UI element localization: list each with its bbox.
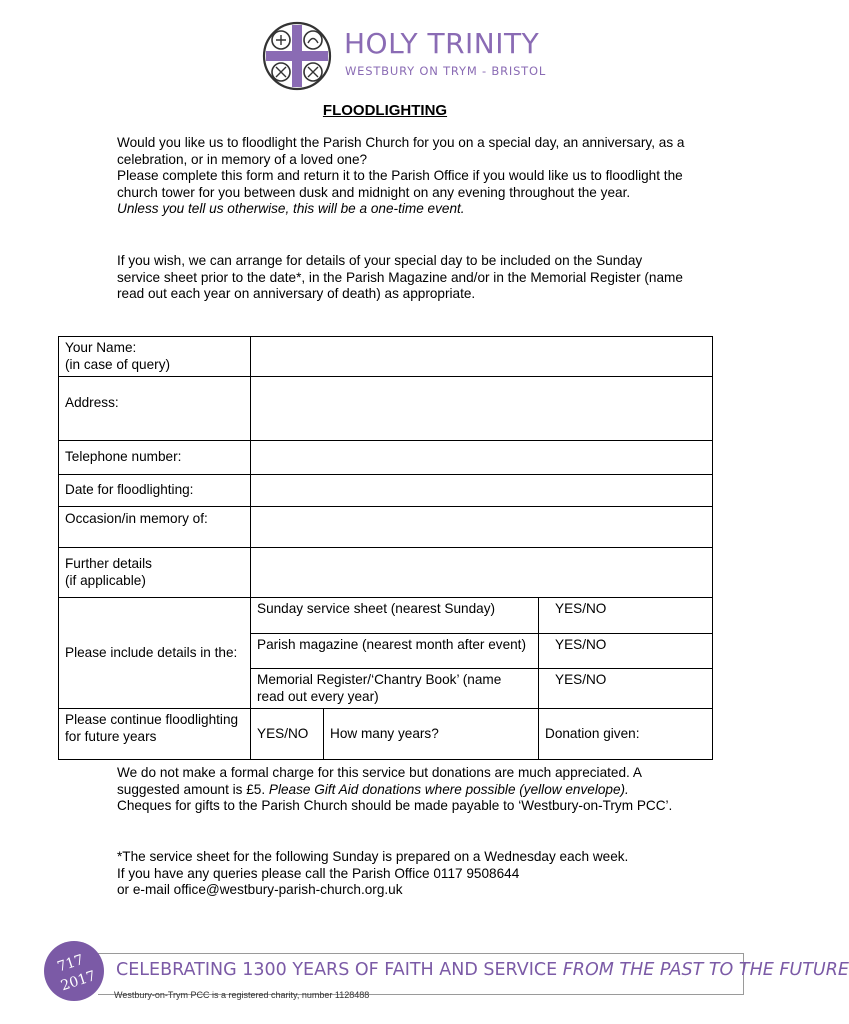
- include-details-label: Please include details in the:: [59, 598, 251, 709]
- date-field[interactable]: [251, 475, 713, 507]
- logo-title: HOLY TRINITY: [344, 27, 540, 60]
- badge-year-start: 717: [55, 951, 86, 976]
- occasion-field[interactable]: [251, 507, 713, 548]
- wish-paragraph: If you wish, we can arrange for details of your special day to be included on the Sunday service sheet prior to the date*, in the Parish Magazine and/or in the Memorial Register (name read out each year on anniversary of death) as appropriate.: [117, 253, 683, 302]
- option-choice[interactable]: YES/NO: [539, 598, 713, 634]
- intro-line-1: Would you like us to floodlight the Parish Church for you on a special day, an anniversary, as a celebration, or in memory of a loved one?: [117, 135, 685, 167]
- service-note: [117, 849, 687, 899]
- option-label: Parish magazine (nearest month after event): [251, 634, 539, 669]
- further-details-field[interactable]: [251, 548, 713, 598]
- intro-paragraph: [117, 135, 687, 218]
- intro-line-3: Unless you tell us otherwise, this will be a one-time event.: [117, 201, 465, 217]
- further-details-label-cell: [59, 548, 251, 598]
- occasion-label: Occasion/in memory of:: [65, 511, 208, 527]
- continue-choice[interactable]: YES/NO: [251, 709, 324, 760]
- option-label: Sunday service sheet (nearest Sunday): [251, 598, 539, 634]
- occasion-label-cell: [59, 507, 251, 548]
- further-details-note: (if applicable): [65, 572, 146, 588]
- service-note-line-3: or e-mail office@westbury-parish-church.org.uk: [117, 882, 403, 898]
- gift-aid-note: Please Gift Aid donations where possible (yellow envelope).: [268, 781, 629, 797]
- donations-paragraph: [117, 765, 687, 815]
- name-note: (in case of query): [65, 356, 171, 372]
- banner-main: CELEBRATING 1300 YEARS OF FAITH AND SERVICE: [116, 960, 563, 980]
- option-choice[interactable]: YES/NO: [539, 634, 713, 669]
- address-label-cell: [59, 377, 251, 441]
- date-label: Date for floodlighting:: [59, 475, 251, 507]
- name-label-cell: [59, 337, 251, 377]
- floodlighting-form: [58, 336, 713, 760]
- continue-label: Please continue floodlighting for future years: [59, 709, 251, 760]
- donations-text-1: We do not make a formal charge for this service but donations are much appreciated. A suggested amount is £5.: [117, 765, 642, 797]
- telephone-label: Telephone number:: [59, 441, 251, 475]
- anniversary-badge-icon: [43, 940, 105, 1002]
- further-details-label: Further details: [65, 556, 152, 572]
- how-many-years-field[interactable]: How many years?: [324, 709, 539, 760]
- page-title: FLOODLIGHTING: [322, 102, 448, 119]
- parish-logo-cross-icon: [262, 21, 332, 91]
- logo-subtitle: WESTBURY ON TRYM - BRISTOL: [345, 64, 547, 78]
- badge-year-end: 2017: [58, 968, 98, 995]
- option-label: Memorial Register/‘Chantry Book’ (name read out every year): [251, 669, 539, 709]
- service-note-line-1: *The service sheet for the following Sunday is prepared on a Wednesday each week.: [117, 849, 629, 864]
- intro-line-2: Please complete this form and return it to the Parish Office if you would like us to floodlight the church tower for you between dusk and midnight on any evening throughout the year.: [117, 168, 683, 200]
- banner-italic: FROM THE PAST TO THE FUTURE: [562, 960, 849, 980]
- address-field[interactable]: [251, 377, 713, 441]
- name-label: Your Name:: [65, 340, 137, 355]
- service-note-line-2: If you have any queries please call the Parish Office 0117 9508644: [117, 865, 520, 881]
- address-label: Address:: [65, 395, 119, 411]
- donations-text-2: Cheques for gifts to the Parish Church should be made payable to ‘Westbury-on-Trym PCC’.: [117, 798, 673, 814]
- name-field[interactable]: [251, 337, 713, 377]
- telephone-field[interactable]: [251, 441, 713, 475]
- charity-note: Westbury-on-Trym PCC is a registered charity, number 1128488: [114, 990, 370, 1000]
- footer-banner: [116, 959, 849, 981]
- donation-given-field[interactable]: Donation given:: [539, 709, 713, 760]
- option-choice[interactable]: YES/NO: [539, 669, 713, 709]
